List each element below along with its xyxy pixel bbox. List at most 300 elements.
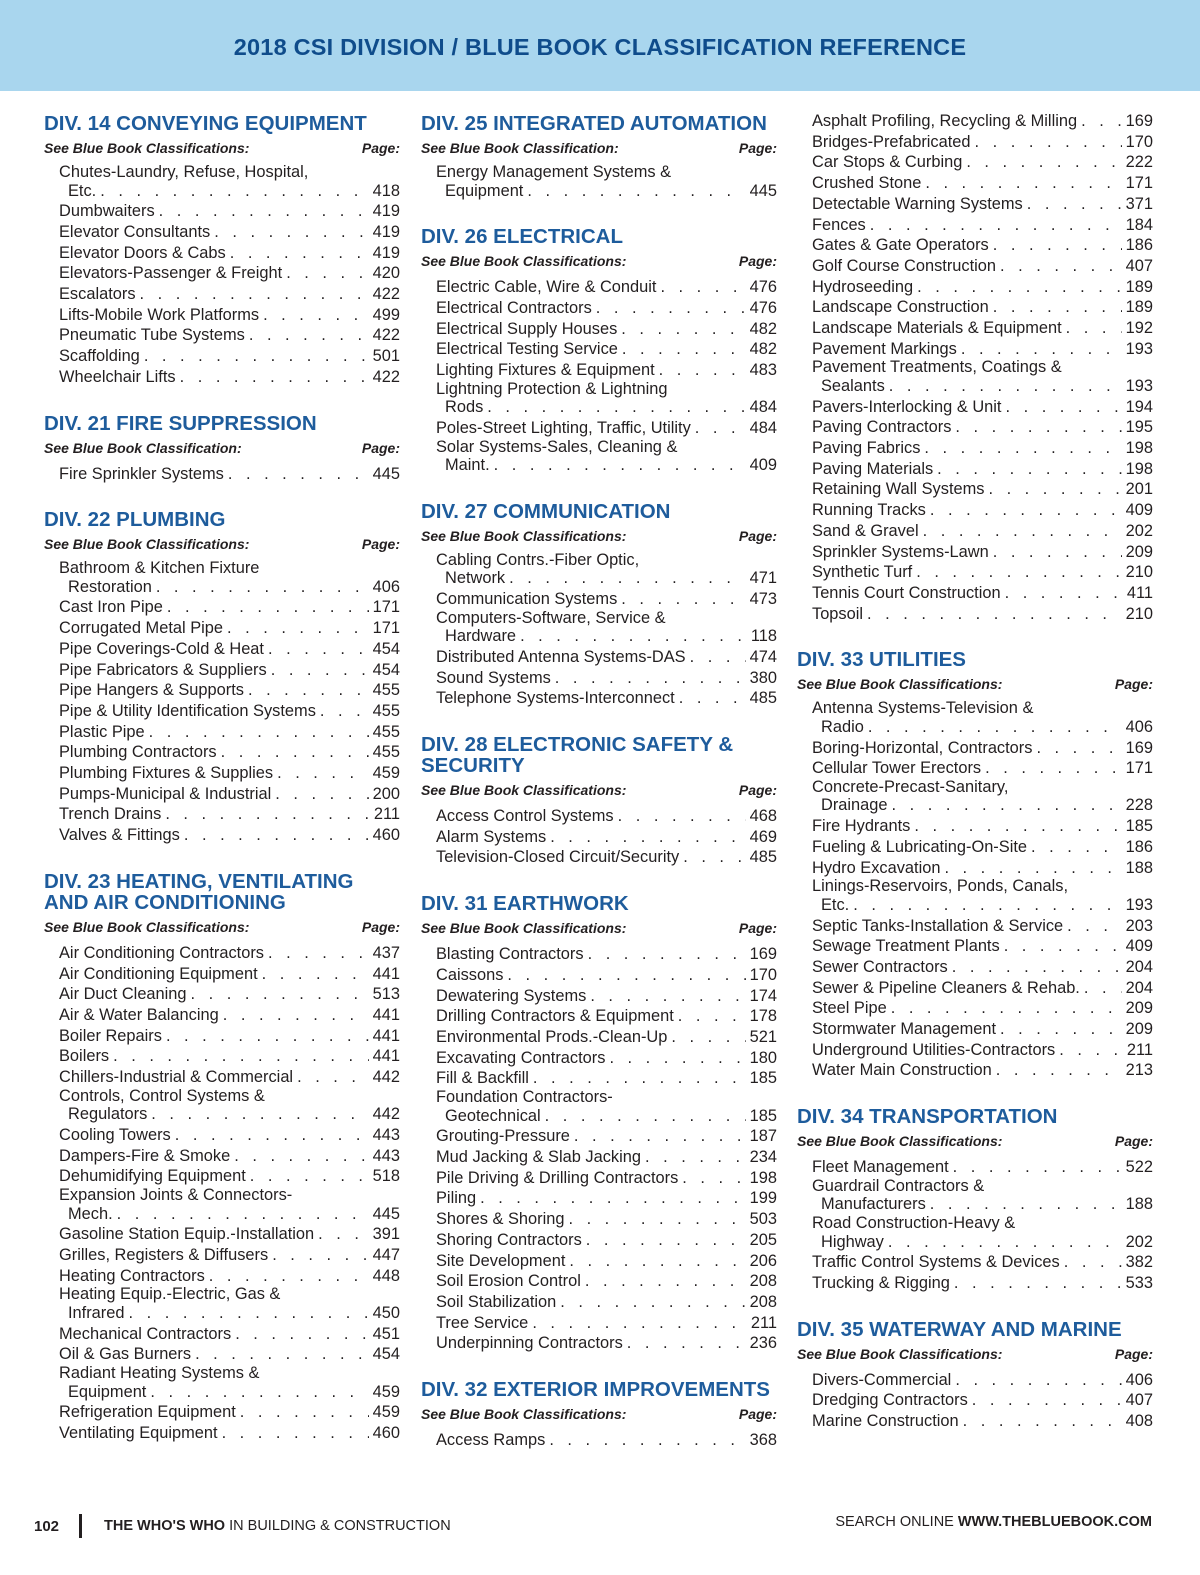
classification-entry xyxy=(59,763,400,784)
leader-dots xyxy=(972,1390,1122,1411)
entry-name: Excavating Contractors xyxy=(436,1048,606,1067)
entry-row xyxy=(59,1266,400,1287)
entry-row xyxy=(812,111,1153,132)
entry-name: Heating Equip.-Electric, Gas & xyxy=(59,1285,281,1304)
entry-row xyxy=(812,1040,1153,1061)
entry-row xyxy=(436,1126,777,1147)
entry-name: Car Stops & Curbing xyxy=(812,153,963,172)
entry-page-number: 445 xyxy=(749,181,777,200)
entry-row xyxy=(812,936,1153,957)
leader-dots xyxy=(627,1333,746,1354)
entry-page-number: 522 xyxy=(1125,1158,1153,1177)
leader-dots xyxy=(1066,318,1122,339)
entry-name: Bridges-Prefabricated xyxy=(812,132,971,151)
entry-name: Mud Jacking & Slab Jacking xyxy=(436,1147,641,1166)
classification-entry xyxy=(436,381,777,418)
leader-dots xyxy=(609,1048,745,1069)
division-heading: DIV. 27 COMMUNICATION xyxy=(421,499,671,523)
entry-row xyxy=(436,1048,777,1069)
entry-page-number: 188 xyxy=(1125,1195,1153,1214)
classification-entry xyxy=(812,132,1153,153)
leader-dots xyxy=(853,895,1121,916)
entry-page-number: 441 xyxy=(372,1005,400,1024)
entry-row xyxy=(59,1245,400,1266)
entry-name: Detectable Warning Systems xyxy=(812,194,1023,213)
leader-dots xyxy=(1000,256,1122,277)
leader-dots xyxy=(917,277,1122,298)
entry-name: Dampers-Fire & Smoke xyxy=(59,1146,231,1165)
entry-name: Fire Sprinkler Systems xyxy=(59,464,224,483)
classifications-subheader xyxy=(44,440,400,456)
classification-entry xyxy=(59,701,400,722)
entry-name: Scaffolding xyxy=(59,347,140,366)
classification-entry xyxy=(436,339,777,360)
entry-name: Antenna Systems-Television & xyxy=(812,699,1034,718)
entry-page-number: 521 xyxy=(749,1027,777,1046)
entry-row xyxy=(812,1157,1153,1178)
entry-page-number: 459 xyxy=(372,1403,400,1422)
entry-row xyxy=(436,1271,777,1292)
see-classifications-label: See Blue Book Classifications: xyxy=(797,1133,1003,1150)
entry-name: Refrigeration Equipment xyxy=(59,1403,236,1422)
entry-name: Ventilating Equipment xyxy=(59,1423,218,1442)
classification-entry xyxy=(436,1230,777,1251)
entry-row xyxy=(812,1411,1153,1432)
entry-page-number: 204 xyxy=(1125,957,1153,976)
see-classifications-label: See Blue Book Classifications: xyxy=(421,782,627,799)
entry-page-number: 184 xyxy=(1125,215,1153,234)
entry-page-number: 454 xyxy=(372,1345,400,1364)
entry-row xyxy=(436,1209,777,1230)
leader-dots xyxy=(268,639,369,660)
classification-entry xyxy=(436,806,777,827)
classification-entry xyxy=(436,1068,777,1089)
page-column-label: Page: xyxy=(361,140,400,156)
classification-entry xyxy=(436,1006,777,1027)
entry-row xyxy=(436,1068,777,1089)
entry-page-number: 513 xyxy=(372,985,400,1004)
entry-page-number: 169 xyxy=(1125,738,1153,757)
entry-name: Crushed Stone xyxy=(812,174,922,193)
leader-dots xyxy=(966,152,1121,173)
entry-name: Plastic Pipe xyxy=(59,722,145,741)
classification-entry xyxy=(812,998,1153,1019)
see-classifications-label: See Blue Book Classifications: xyxy=(421,1406,627,1423)
leader-dots xyxy=(1031,837,1122,858)
entry-name: Cellular Tower Erectors xyxy=(812,759,982,778)
classification-entry xyxy=(436,1251,777,1272)
entry-page-number: 228 xyxy=(1125,796,1153,815)
entry-page-number: 476 xyxy=(749,298,777,317)
leader-dots xyxy=(209,1266,369,1287)
leader-dots xyxy=(870,215,1122,236)
classification-entry xyxy=(436,418,777,439)
classification-entry xyxy=(812,1019,1153,1040)
entry-row xyxy=(59,804,400,825)
entry-name: Sound Systems xyxy=(436,668,551,687)
leader-dots xyxy=(320,701,369,722)
entry-page-number: 202 xyxy=(1125,521,1153,540)
leader-dots xyxy=(286,263,368,284)
division-heading: DIV. 14 CONVEYING EQUIPMENT xyxy=(44,112,367,135)
classification-entry xyxy=(812,1157,1153,1178)
entry-name: Divers-Commercial xyxy=(812,1370,952,1389)
entry-row xyxy=(436,986,777,1007)
entry-page-number: 198 xyxy=(1125,459,1153,478)
page-column-label: Page: xyxy=(738,253,777,270)
classification-entry xyxy=(812,438,1153,459)
classification-entry xyxy=(59,560,400,597)
classification-entry xyxy=(812,936,1153,957)
entry-row xyxy=(436,1188,777,1209)
leader-dots xyxy=(222,1423,369,1444)
leader-dots xyxy=(268,943,369,964)
entry-name-continuation: Drainage xyxy=(821,796,888,815)
entry-page-number: 195 xyxy=(1125,418,1153,437)
entry-page-number: 209 xyxy=(1125,1020,1153,1039)
entry-row xyxy=(436,827,777,848)
entry-name: Oil & Gas Burners xyxy=(59,1345,192,1364)
entry-page-number: 171 xyxy=(372,598,400,617)
entry-row xyxy=(436,319,777,340)
entry-row xyxy=(812,194,1153,215)
entry-name: Sand & Gravel xyxy=(812,521,919,540)
see-classifications-label: See Blue Book Classifications: xyxy=(44,918,250,935)
search-url[interactable]: WWW.THEBLUEBOOK.COM xyxy=(957,1514,1152,1530)
entry-name-continuation: Radio xyxy=(821,717,864,736)
entry-name: Controls, Control Systems & xyxy=(59,1086,265,1105)
entry-page-number: 236 xyxy=(749,1334,777,1353)
entry-name: Plumbing Fixtures & Supplies xyxy=(59,764,274,783)
entry-page-number: 419 xyxy=(372,222,400,241)
classification-entry xyxy=(436,1027,777,1048)
leader-dots xyxy=(888,1232,1122,1253)
entry-row xyxy=(59,1204,400,1225)
entry-name: Air Conditioning Equipment xyxy=(59,964,258,983)
entry-row xyxy=(812,717,1153,738)
entry-name: Shoring Contractors xyxy=(436,1230,582,1249)
entry-row xyxy=(812,758,1153,779)
entry-name: Solar Systems-Sales, Cleaning & xyxy=(436,437,678,456)
classification-entry xyxy=(812,173,1153,194)
division-heading: DIV. 32 EXTERIOR IMPROVEMENTS xyxy=(421,1378,770,1402)
leader-dots xyxy=(250,1166,369,1187)
entry-page-number: 447 xyxy=(372,1246,400,1265)
entry-page-number: 443 xyxy=(372,1126,400,1144)
entry-name: Fences xyxy=(812,215,866,234)
entry-row xyxy=(436,647,777,668)
entry-page-number: 484 xyxy=(749,418,777,437)
entry-row xyxy=(812,215,1153,236)
leader-dots xyxy=(545,1106,746,1127)
division-section xyxy=(797,111,1153,624)
leader-dots xyxy=(318,1224,369,1245)
entry-row xyxy=(59,1067,400,1088)
entry-page-number: 222 xyxy=(1125,153,1153,172)
entry-page-number: 459 xyxy=(372,1382,400,1401)
entry-name: Television-Closed Circuit/Security xyxy=(436,848,680,867)
classification-entry xyxy=(812,978,1153,999)
entry-name: Fire Hydrants xyxy=(812,817,911,836)
classification-entry xyxy=(812,1215,1153,1252)
entry-row xyxy=(812,895,1153,916)
entry-page-number: 193 xyxy=(1125,339,1153,358)
entry-name: Guardrail Contractors & xyxy=(812,1176,985,1195)
leader-dots xyxy=(248,680,369,701)
classification-entry xyxy=(59,804,400,825)
entry-name-continuation: Equipment xyxy=(68,1382,147,1401)
entry-row xyxy=(812,795,1153,816)
leader-dots xyxy=(117,1204,369,1225)
entry-name: Blasting Contractors xyxy=(436,945,584,964)
entry-name: Soil Erosion Control xyxy=(436,1272,581,1291)
page-title: 2018 CSI DIVISION / BLUE BOOK CLASSIFICATION REFERENCE xyxy=(233,34,967,60)
leader-dots xyxy=(520,626,747,647)
entry-row xyxy=(59,1224,400,1245)
entry-row xyxy=(812,397,1153,418)
entry-name: Sewer Contractors xyxy=(812,957,948,976)
entry-row xyxy=(436,1333,777,1354)
entry-page-number: 198 xyxy=(1125,439,1153,458)
entry-page-number: 442 xyxy=(372,1068,400,1087)
classification-entry xyxy=(436,647,777,668)
entry-page-number: 422 xyxy=(372,326,400,345)
classification-entry xyxy=(436,610,777,647)
page-number: 102 xyxy=(34,1517,60,1535)
classification-entry xyxy=(436,688,777,709)
entry-row xyxy=(59,1303,400,1324)
leader-dots xyxy=(868,717,1122,738)
see-classifications-label: See Blue Book Classifications: xyxy=(797,676,1003,693)
classification-entry xyxy=(436,1048,777,1069)
entry-name: Environmental Prods.-Clean-Up xyxy=(436,1027,668,1046)
entry-name: Dumbwaiters xyxy=(59,202,155,221)
leader-dots xyxy=(263,305,369,326)
entry-name: Lightning Protection & Lightning xyxy=(436,379,668,398)
leader-dots xyxy=(1036,738,1121,759)
entry-name: Landscape Materials & Equipment xyxy=(812,319,1062,338)
entry-name: Paving Fabrics xyxy=(812,439,921,458)
classification-entry xyxy=(436,360,777,381)
entry-name: Cabling Contrs.-Fiber Optic, xyxy=(436,550,640,569)
entry-page-number: 185 xyxy=(749,1106,777,1125)
entry-row xyxy=(59,1382,400,1403)
classifications-subheader xyxy=(797,676,1153,692)
classification-entry xyxy=(59,243,400,264)
leader-dots xyxy=(227,618,369,639)
entry-page-number: 419 xyxy=(372,202,400,221)
header-banner xyxy=(0,0,1200,91)
entry-page-number: 442 xyxy=(372,1105,400,1124)
entry-row xyxy=(59,1104,400,1125)
entry-row xyxy=(812,738,1153,759)
entry-page-number: 406 xyxy=(372,577,400,596)
classifications-subheader xyxy=(421,782,777,798)
leader-dots xyxy=(228,464,369,485)
entry-row xyxy=(436,1147,777,1168)
division-heading: DIV. 21 FIRE SUPPRESSION xyxy=(44,411,317,435)
classification-entry xyxy=(812,758,1153,779)
entry-name: Running Tracks xyxy=(812,501,926,520)
classifications-subheader xyxy=(421,920,777,936)
entry-row xyxy=(812,978,1153,999)
classification-entry xyxy=(436,1271,777,1292)
leader-dots xyxy=(100,181,368,202)
classification-entry xyxy=(59,1146,400,1167)
classification-entry xyxy=(812,459,1153,480)
leader-dots xyxy=(891,998,1122,1019)
leader-dots xyxy=(622,339,746,360)
classifications-subheader xyxy=(421,528,777,544)
leader-dots xyxy=(930,1194,1122,1215)
entry-row xyxy=(812,1232,1153,1253)
leader-dots xyxy=(507,965,745,986)
entry-page-number: 368 xyxy=(749,1431,777,1450)
entry-name: Valves & Fittings xyxy=(59,826,180,845)
entry-page-number: 409 xyxy=(1125,501,1153,520)
entry-page-number: 437 xyxy=(372,943,400,962)
entry-page-number: 409 xyxy=(749,456,777,475)
leader-dots xyxy=(180,367,369,388)
leader-dots xyxy=(195,1344,369,1365)
entry-page-number: 473 xyxy=(749,590,777,609)
entry-page-number: 200 xyxy=(372,784,400,803)
classification-entry xyxy=(59,367,400,388)
classification-entry xyxy=(812,878,1153,915)
entry-name: Radiant Heating Systems & xyxy=(59,1364,260,1383)
page-column-label: Page: xyxy=(738,527,777,544)
leader-dots xyxy=(1059,1040,1123,1061)
entry-page-number: 380 xyxy=(749,668,777,687)
classification-list xyxy=(421,1430,777,1451)
classification-entry xyxy=(59,639,400,660)
leader-dots xyxy=(993,235,1122,256)
entry-page-number: 186 xyxy=(1125,837,1153,856)
classification-entry xyxy=(59,1125,400,1146)
leader-dots xyxy=(221,742,369,763)
entry-row xyxy=(59,243,400,264)
entry-name: Golf Course Construction xyxy=(812,256,997,275)
page-column-label: Page: xyxy=(1114,1345,1153,1362)
leader-dots xyxy=(596,298,746,319)
classification-entry xyxy=(436,277,777,298)
entry-name: Boilers xyxy=(59,1047,110,1066)
classifications-subheader xyxy=(44,536,400,552)
entry-name-continuation: Etc. xyxy=(68,181,97,200)
entry-row xyxy=(436,1106,777,1127)
entry-page-number: 171 xyxy=(1125,759,1153,778)
division-section xyxy=(797,1106,1153,1294)
classification-entry xyxy=(59,346,400,367)
classification-entry xyxy=(812,417,1153,438)
entry-row xyxy=(812,604,1153,625)
entry-name: Bathroom & Kitchen Fixture xyxy=(59,559,260,578)
see-classifications-label: See Blue Book Classifications: xyxy=(44,536,250,553)
entry-row xyxy=(812,1273,1153,1294)
leader-dots xyxy=(586,1230,746,1251)
classification-list xyxy=(421,552,777,709)
entry-page-number: 189 xyxy=(1125,298,1153,317)
entry-row xyxy=(59,825,400,846)
leader-dots xyxy=(144,346,369,367)
entry-row xyxy=(59,763,400,784)
entry-page-number: 203 xyxy=(1125,916,1153,935)
entry-name: Septic Tanks-Installation & Service xyxy=(812,916,1064,935)
classification-entry xyxy=(812,1060,1153,1081)
leader-dots xyxy=(240,1402,369,1423)
entry-page-number: 454 xyxy=(372,639,400,658)
entry-page-number: 210 xyxy=(1125,563,1153,582)
entry-page-number: 419 xyxy=(372,243,400,262)
entry-row xyxy=(436,1230,777,1251)
entry-page-number: 485 xyxy=(749,689,777,708)
classification-entry xyxy=(59,825,400,846)
see-classifications-label: See Blue Book Classifications: xyxy=(44,140,250,156)
classification-entry xyxy=(812,500,1153,521)
entry-page-number: 202 xyxy=(1125,1232,1153,1251)
entry-page-number: 211 xyxy=(750,1313,777,1332)
classification-entry xyxy=(436,986,777,1007)
division-section xyxy=(797,1319,1153,1432)
entry-page-number: 518 xyxy=(372,1167,400,1186)
entry-row xyxy=(59,1423,400,1444)
entry-name-continuation: Geotechnical xyxy=(445,1106,541,1125)
see-classifications-label: See Blue Book Classifications: xyxy=(421,527,627,544)
entry-name: Drilling Contractors & Equipment xyxy=(436,1007,674,1026)
entry-page-number: 211 xyxy=(373,805,400,824)
leader-dots xyxy=(585,1271,746,1292)
leader-dots xyxy=(952,957,1122,978)
classification-entry xyxy=(812,562,1153,583)
classification-entry xyxy=(59,325,400,346)
entry-name: Underpinning Contractors xyxy=(436,1334,623,1353)
entry-page-number: 208 xyxy=(749,1292,777,1311)
entry-row xyxy=(436,589,777,610)
leader-dots xyxy=(549,1430,745,1451)
entry-name: Air & Water Balancing xyxy=(59,1005,219,1024)
leader-dots xyxy=(961,339,1122,360)
classification-list xyxy=(44,560,400,846)
leader-dots xyxy=(588,944,746,965)
entry-name: Expansion Joints & Connectors- xyxy=(59,1186,293,1205)
leader-dots xyxy=(621,589,745,610)
leader-dots xyxy=(1081,111,1122,132)
classification-entry xyxy=(59,984,400,1005)
classification-entry xyxy=(436,1089,777,1126)
entry-name: Linings-Reservoirs, Ponds, Canals, xyxy=(812,877,1068,896)
leader-dots xyxy=(166,1026,369,1047)
entry-page-number: 501 xyxy=(372,347,400,366)
entry-page-number: 211 xyxy=(1126,1040,1153,1059)
entry-name: Paving Contractors xyxy=(812,418,952,437)
classification-entry xyxy=(59,1046,400,1067)
entry-name: Elevator Doors & Cabs xyxy=(59,243,226,262)
classification-entry xyxy=(812,583,1153,604)
classification-entry xyxy=(59,1245,400,1266)
classification-entry xyxy=(59,660,400,681)
entry-name: Electrical Contractors xyxy=(436,298,592,317)
see-classifications-label: See Blue Book Classifications: xyxy=(421,253,627,270)
entry-name: Energy Management Systems & xyxy=(436,163,672,181)
leader-dots xyxy=(150,1382,368,1403)
classification-entry xyxy=(436,1126,777,1147)
leader-dots xyxy=(235,1324,368,1345)
classification-entry xyxy=(59,1005,400,1026)
classification-entry xyxy=(59,618,400,639)
search-prefix: SEARCH ONLINE xyxy=(835,1514,954,1530)
entry-row xyxy=(59,943,400,964)
entry-row xyxy=(812,376,1153,397)
